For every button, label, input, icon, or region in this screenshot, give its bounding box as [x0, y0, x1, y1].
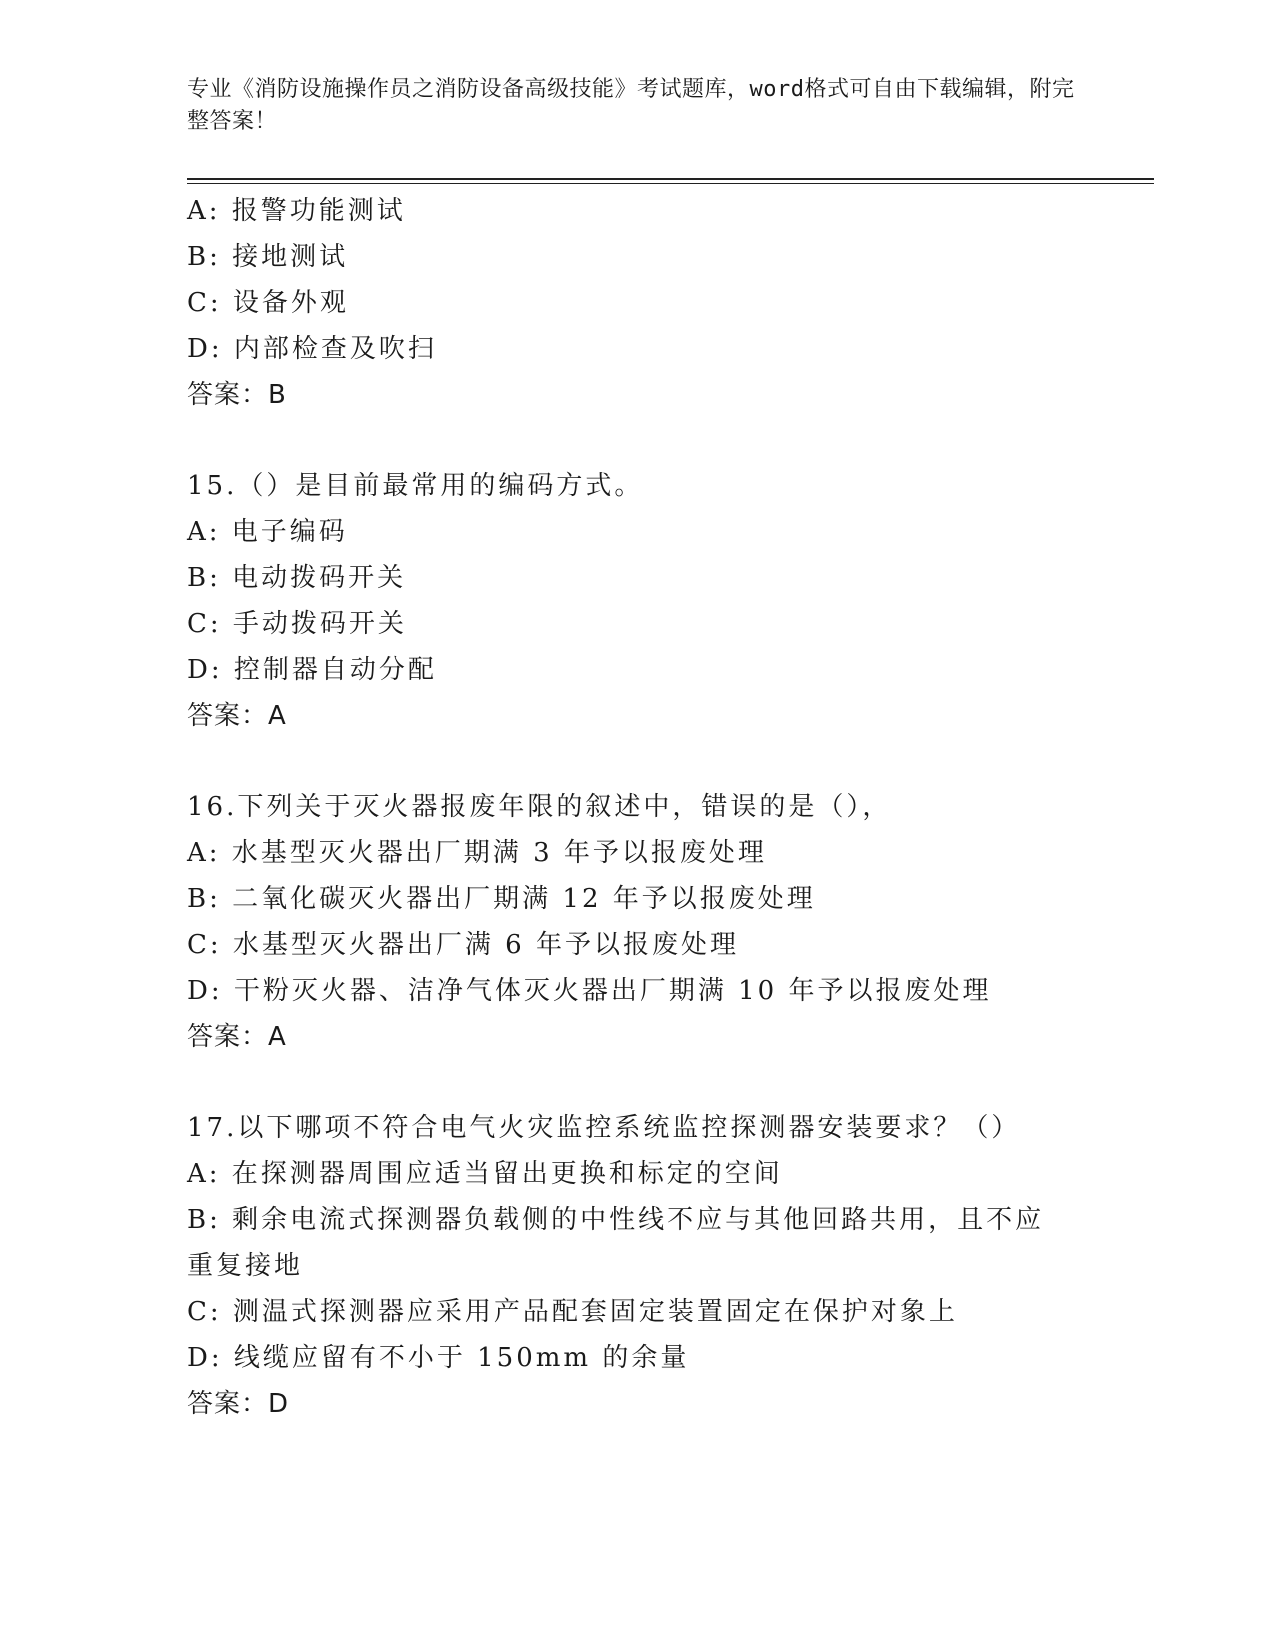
option-a: A: 在探测器周围应适当留出更换和标定的空间 [187, 1159, 783, 1189]
spacer [187, 1060, 1087, 1105]
option-c: C: 手动拨码开关 [187, 609, 407, 639]
answer-line: 答案：B [187, 380, 287, 410]
option-d: D: 控制器自动分配 [187, 655, 437, 685]
option-d: D: 内部检查及吹扫 [187, 334, 437, 364]
question-stem: 17.以下哪项不符合电气火灾监控系统监控探测器安装要求？（） [187, 1113, 1021, 1143]
answer-line: 答案：A [187, 701, 287, 731]
question-block-16 [187, 784, 1087, 1060]
option-d: D: 干粉灭火器、洁净气体灭火器出厂期满 10 年予以报废处理 [187, 976, 992, 1006]
header-title: 专业《消防设施操作员之消防设备高级技能》考试题库，word格式可自由下载编辑，附完整答案！ [187, 77, 1075, 134]
question-block-15 [187, 463, 1087, 739]
option-d: D: 线缆应留有不小于 150mm 的余量 [187, 1343, 690, 1373]
header-divider-thick [187, 178, 1154, 180]
option-b: B: 接地测试 [187, 242, 349, 272]
option-a: A: 电子编码 [187, 517, 348, 547]
question-block-14 [187, 188, 1087, 418]
header-divider-thin [187, 183, 1154, 184]
answer-line: 答案：D [187, 1389, 290, 1419]
option-b: B: 电动拨码开关 [187, 563, 407, 593]
document-header [187, 74, 1077, 138]
question-stem: 16.下列关于灭火器报废年限的叙述中，错误的是（）， [187, 792, 892, 822]
spacer [187, 418, 1087, 463]
option-a: A: 水基型灭火器出厂期满 3 年予以报废处理 [187, 838, 767, 868]
option-c: C: 设备外观 [187, 288, 349, 318]
spacer [187, 739, 1087, 784]
option-b: B: 剩余电流式探测器负载侧的中性线不应与其他回路共用，且不应重复接地 [187, 1205, 1045, 1281]
question-stem: 15.（）是目前最常用的编码方式。 [187, 471, 644, 501]
answer-line: 答案：A [187, 1022, 287, 1052]
option-c: C: 水基型灭火器出厂满 6 年予以报废处理 [187, 930, 739, 960]
option-c: C: 测温式探测器应采用产品配套固定装置固定在保护对象上 [187, 1297, 958, 1327]
option-b: B: 二氧化碳灭火器出厂期满 12 年予以报废处理 [187, 884, 816, 914]
question-list [187, 188, 1087, 1427]
option-a: A: 报警功能测试 [187, 196, 406, 226]
question-block-17 [187, 1105, 1087, 1427]
